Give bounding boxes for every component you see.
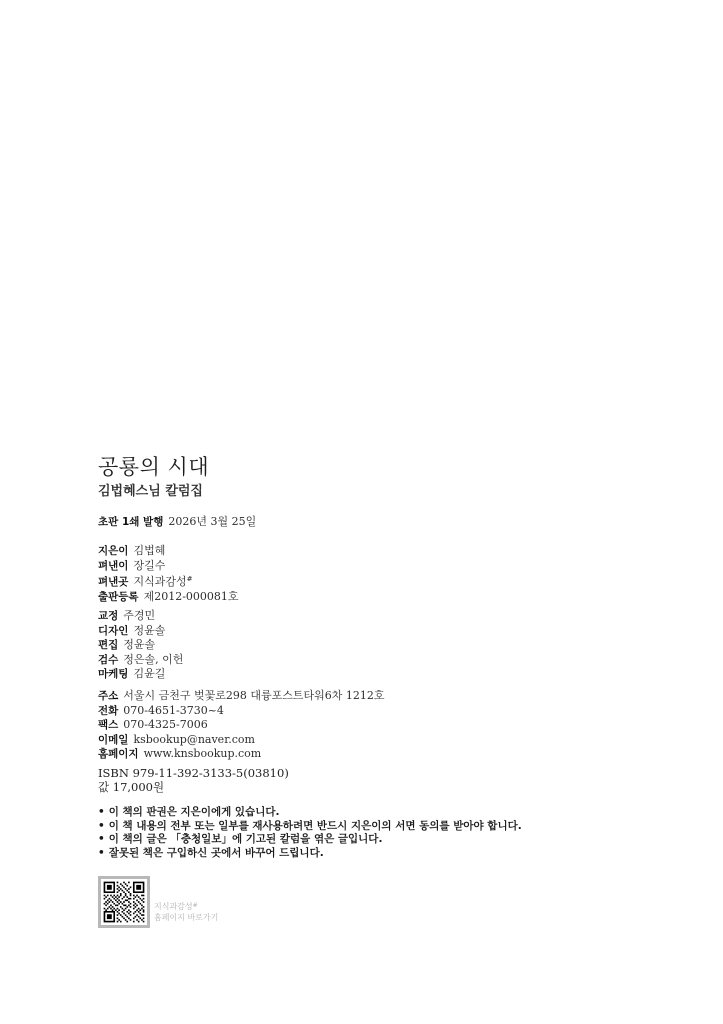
row-label: 지은이 [98,545,129,557]
notice-text: 이 책의 판권은 지은이에게 있습니다. [108,806,280,818]
row-phone [98,704,385,719]
row-email [98,733,385,748]
book-title: 공룡의 시대 [98,455,210,479]
row-proofreading [98,609,183,624]
bullet-icon: • [98,806,105,818]
row-value: 지식과감성 [133,575,187,588]
row-value: 정윤솔 [123,638,156,651]
row-label: 마케팅 [98,668,129,680]
bullet-icon: • [98,846,105,859]
isbn-line: ISBN 979-11-392-3133-5(03810) [98,766,289,780]
row-publisher-person [98,559,239,574]
row-editing [98,638,183,653]
edition-value: 2026년 3월 25일 [168,515,257,528]
notice-text: 이 책 내용의 전부 또는 일부를 재사용하려면 반드시 지은이의 서면 동의를 받아야 합니다. [108,819,522,832]
row-fax [98,718,385,733]
row-label: 편집 [98,639,119,651]
notice-item [98,806,522,820]
qr-caption-hash-mark: # [192,902,198,909]
row-label: 펴낸이 [98,559,129,572]
row-label: 출판등록 [98,590,139,603]
edition-label: 초판 1쇄 발행 [98,516,164,528]
qr-code [98,876,150,928]
row-value: 장길수 [133,558,166,572]
row-value: 070-4325-7006 [123,718,208,731]
qr-block [98,876,150,928]
qr-code-image [102,880,146,924]
row-value: ksbookup@naver.com [133,732,255,746]
row-label: 팩스 [98,719,119,731]
isbn-block [98,767,289,795]
row-label: 전화 [98,704,119,717]
qr-caption [154,900,218,923]
edition-line [98,515,256,530]
row-registration [98,590,239,605]
row-value: 서울시 금천구 벚꽃로298 대륭포스트타워6차 1212호 [123,689,385,702]
notice-text: 잘못된 책은 구입하신 곳에서 바꾸어 드립니다. [108,846,324,859]
row-address [98,689,385,704]
row-marketing [98,667,183,682]
row-value: www.knsbookup.com [143,747,262,760]
row-value: 주경민 [123,609,156,622]
bullet-icon: • [98,819,105,832]
qr-caption-text: 홈페이지 바로가기 [154,913,219,922]
qr-caption-brand [154,900,218,912]
row-publisher [98,573,239,590]
price-line: 값 17,000원 [98,779,165,794]
row-label: 홈페이지 [98,748,139,760]
row-value: 제2012-000081호 [143,589,239,603]
row-value: 김법혜 [133,544,166,557]
bullet-icon: • [98,833,105,845]
notice-text: 이 책의 글은 「충청일보」에 기고된 칼럼을 엮은 글입니다. [108,833,383,845]
row-value: 정은솔, 이헌 [123,652,184,666]
notice-item [98,820,522,834]
staff-block [98,609,183,682]
row-label: 이메일 [98,733,129,746]
notice-item [98,833,522,847]
row-website [98,747,385,762]
row-label: 검수 [98,653,119,666]
row-review [98,653,183,668]
row-author [98,544,239,559]
publication-block [98,544,239,604]
book-subtitle: 김법혜스님 칼럼집 [98,484,203,499]
notice-item [98,847,522,861]
qr-caption-brand-text: 지식과감성 [154,902,193,911]
row-label: 펴낸곳 [98,576,129,588]
notice-block [98,806,522,860]
publisher-hash-mark: # [186,575,193,583]
row-label: 주소 [98,690,119,702]
row-label: 교정 [98,610,119,622]
contact-block [98,689,385,762]
row-design [98,624,183,639]
row-value: 김윤길 [133,667,166,680]
row-value: 070-4651-3730~4 [123,703,224,717]
row-label: 디자인 [98,624,129,637]
row-value: 정윤솔 [133,623,166,637]
